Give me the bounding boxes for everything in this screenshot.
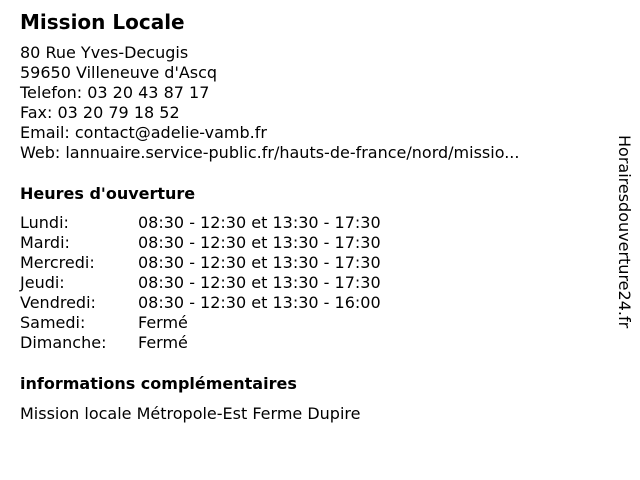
day-hours: 08:30 - 12:30 et 13:30 - 17:30 xyxy=(138,233,381,252)
day-label: Mardi: xyxy=(20,233,70,252)
hours-row-wednesday xyxy=(20,253,381,273)
additional-info-text: Mission locale Métropole-Est Ferme Dupire xyxy=(20,404,361,423)
day-label: Vendredi: xyxy=(20,293,96,312)
day-label: Mercredi: xyxy=(20,253,95,272)
hours-row-thursday xyxy=(20,273,381,293)
email-address: Email: contact@adelie-vamb.fr xyxy=(20,123,267,142)
site-watermark: Horairesdouverture24.fr xyxy=(615,135,634,329)
day-hours: 08:30 - 12:30 et 13:30 - 17:30 xyxy=(138,273,381,292)
day-hours: 08:30 - 12:30 et 13:30 - 17:30 xyxy=(138,253,381,272)
contact-info xyxy=(20,43,519,163)
day-hours: 08:30 - 12:30 et 13:30 - 17:30 xyxy=(138,213,381,232)
hours-row-tuesday xyxy=(20,233,381,253)
hours-row-friday xyxy=(20,293,381,313)
day-hours: 08:30 - 12:30 et 13:30 - 16:00 xyxy=(138,293,381,312)
hours-row-sunday xyxy=(20,333,381,353)
phone-number: Telefon: 03 20 43 87 17 xyxy=(20,83,210,102)
opening-hours-heading: Heures d'ouverture xyxy=(20,184,196,203)
hours-row-monday xyxy=(20,213,381,233)
additional-info-heading: informations complémentaires xyxy=(20,374,297,393)
day-label: Dimanche: xyxy=(20,333,107,352)
page-title: Mission Locale xyxy=(20,10,185,34)
day-hours: Fermé xyxy=(138,313,188,332)
website-link[interactable]: Web: lannuaire.service-public.fr/hauts-de-france/nord/missio... xyxy=(20,143,520,162)
day-label: Lundi: xyxy=(20,213,69,232)
hours-row-saturday xyxy=(20,313,381,333)
day-hours: Fermé xyxy=(138,333,188,352)
day-label: Samedi: xyxy=(20,313,86,332)
day-label: Jeudi: xyxy=(20,273,65,292)
address-city: 59650 Villeneuve d'Ascq xyxy=(20,63,218,82)
opening-hours-table xyxy=(20,213,381,353)
fax-number: Fax: 03 20 79 18 52 xyxy=(20,103,180,122)
address-street: 80 Rue Yves-Decugis xyxy=(20,43,189,62)
